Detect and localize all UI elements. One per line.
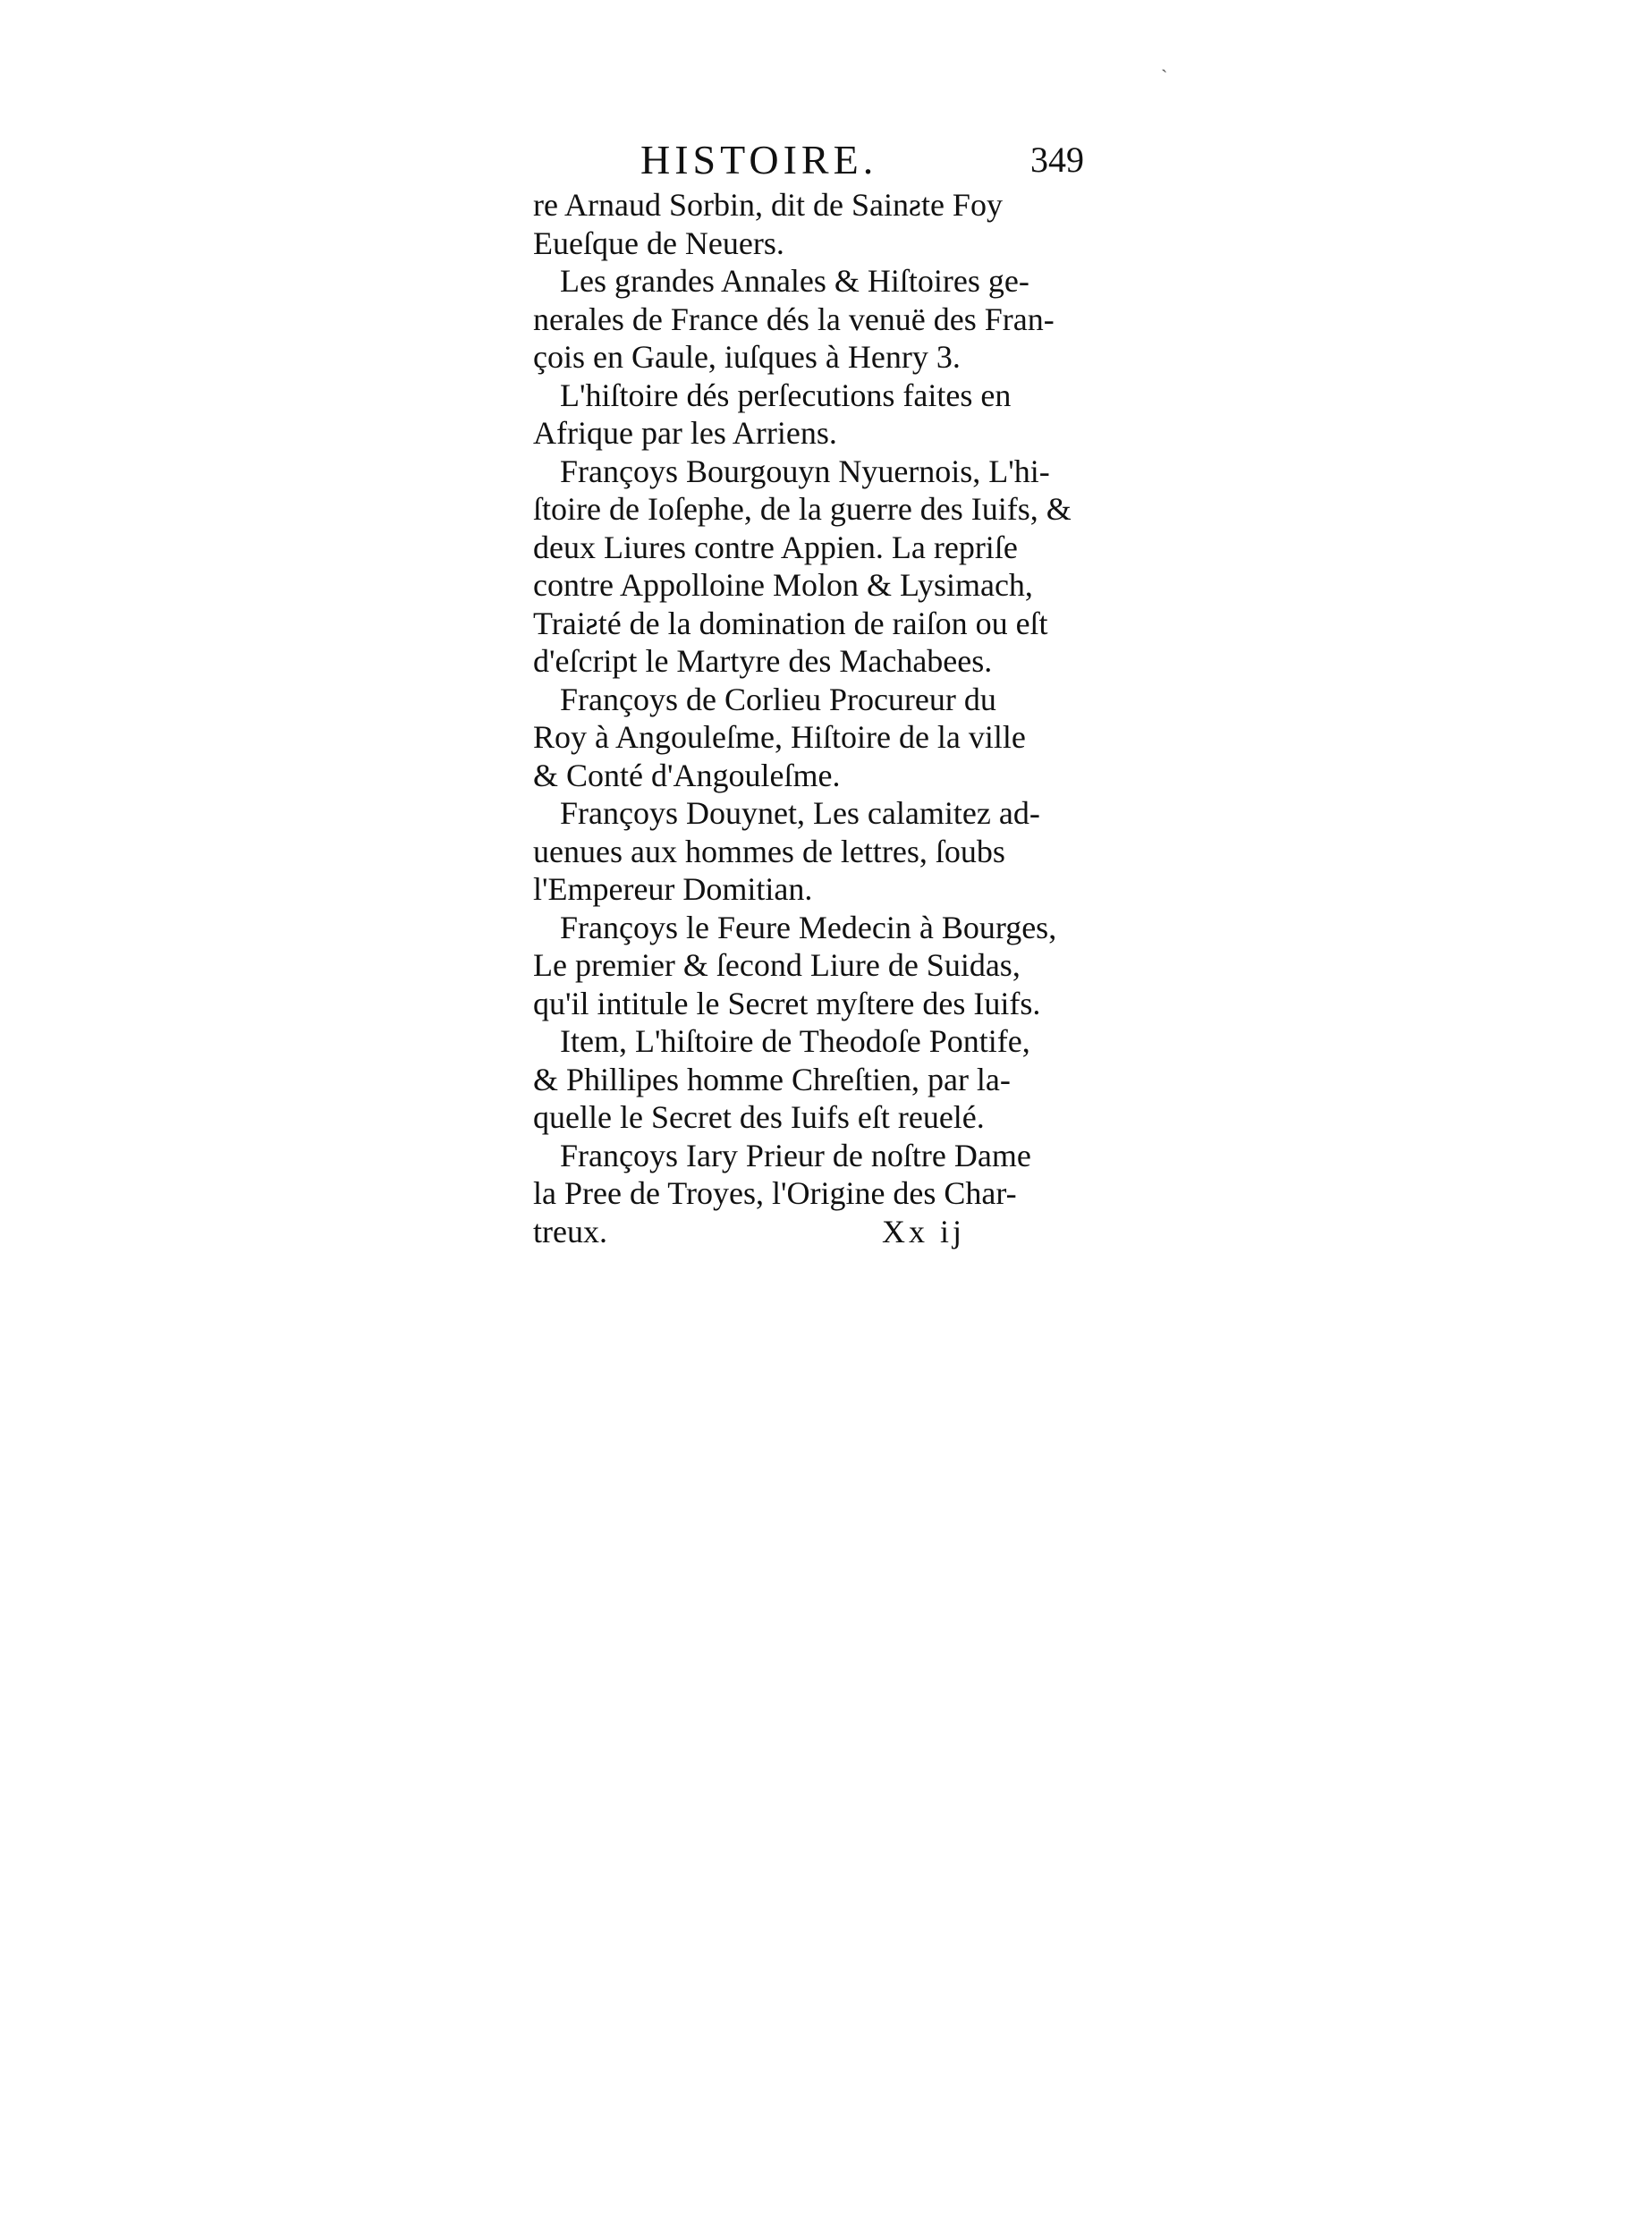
bibliography-entry [533, 262, 1088, 377]
text-line: re Arnaud Sorbin, dit de Sainƨte Foy [533, 187, 1003, 223]
text-line: contre Appolloine Molon & Lysimach, [533, 567, 1033, 603]
text-line: L'hiſtoire dés perſecutions faites en [560, 377, 1012, 413]
text-line: nerales de France dés la venuë des Fran- [533, 301, 1055, 337]
page-number: 349 [1030, 140, 1084, 180]
bibliography-entry [533, 681, 1088, 795]
text-line: l'Empereur Domitian. [533, 871, 813, 907]
text-line: Françoys Iary Prieur de noſtre Dame [560, 1137, 1031, 1173]
bibliography-entry [533, 794, 1088, 909]
text-line: Eueſque de Neuers. [533, 224, 784, 261]
entries-list [533, 186, 1088, 1213]
page-header [533, 134, 1088, 186]
text-line: d'eſcript le Martyre des Machabees. [533, 643, 993, 679]
text-line: Françoys de Corlieu Procureur du [560, 681, 996, 717]
text-line: Item, L'hiſtoire de Theodoſe Pontife, [560, 1023, 1030, 1059]
text-line: Afrique par les Arriens. [533, 415, 837, 451]
signature-mark: Xx ij [882, 1213, 966, 1249]
page-footer [533, 1213, 1088, 1251]
text-line: Françoys Douynet, Les calamitez ad- [560, 795, 1040, 831]
text-line: Traiƨté de la domination de raiſon ou eſt [533, 605, 1048, 641]
running-title: HISTOIRE. [640, 137, 878, 182]
text-line: & Conté d'Angouleſme. [533, 757, 841, 793]
text-line: deux Liures contre Appien. La repriſe [533, 529, 1018, 565]
bibliography-entry [533, 377, 1088, 453]
text-line: çois en Gaule, iuſques à Henry 3. [533, 339, 961, 375]
bibliography-entry [533, 186, 1088, 262]
text-line: qu'il intitule le Secret myſtere des Iuifs. [533, 985, 1041, 1021]
text-line: Roy à Angouleſme, Hiſtoire de la ville [533, 719, 1026, 755]
text-block [533, 134, 1088, 1250]
bibliography-entry [533, 1137, 1088, 1213]
text-line: Françoys Bourgouyn Nyuernois, L'hi- [560, 453, 1050, 489]
stray-ink-mark: ˏ [1161, 50, 1168, 72]
text-line: Françoys le Feure Medecin à Bourges, [560, 909, 1057, 945]
bibliography-entry [533, 453, 1088, 681]
bibliography-entry [533, 909, 1088, 1023]
text-line: quelle le Secret des Iuifs eſt reuelé. [533, 1099, 985, 1135]
text-line: la Pree de Troyes, l'Origine des Char- [533, 1175, 1017, 1211]
text-line: Le premier & ſecond Liure de Suidas, [533, 947, 1021, 983]
text-line: Les grandes Annales & Hiſtoires ge- [560, 263, 1029, 299]
text-line: uenues aux hommes de lettres, ſoubs [533, 833, 1005, 869]
text-line: & Phillipes homme Chreſtien, par la- [533, 1061, 1011, 1097]
bibliography-entry [533, 1022, 1088, 1137]
text-line: ſtoire de Ioſephe, de la guerre des Iuifs, & [533, 491, 1072, 527]
footer-last-word: treux. [533, 1213, 607, 1249]
